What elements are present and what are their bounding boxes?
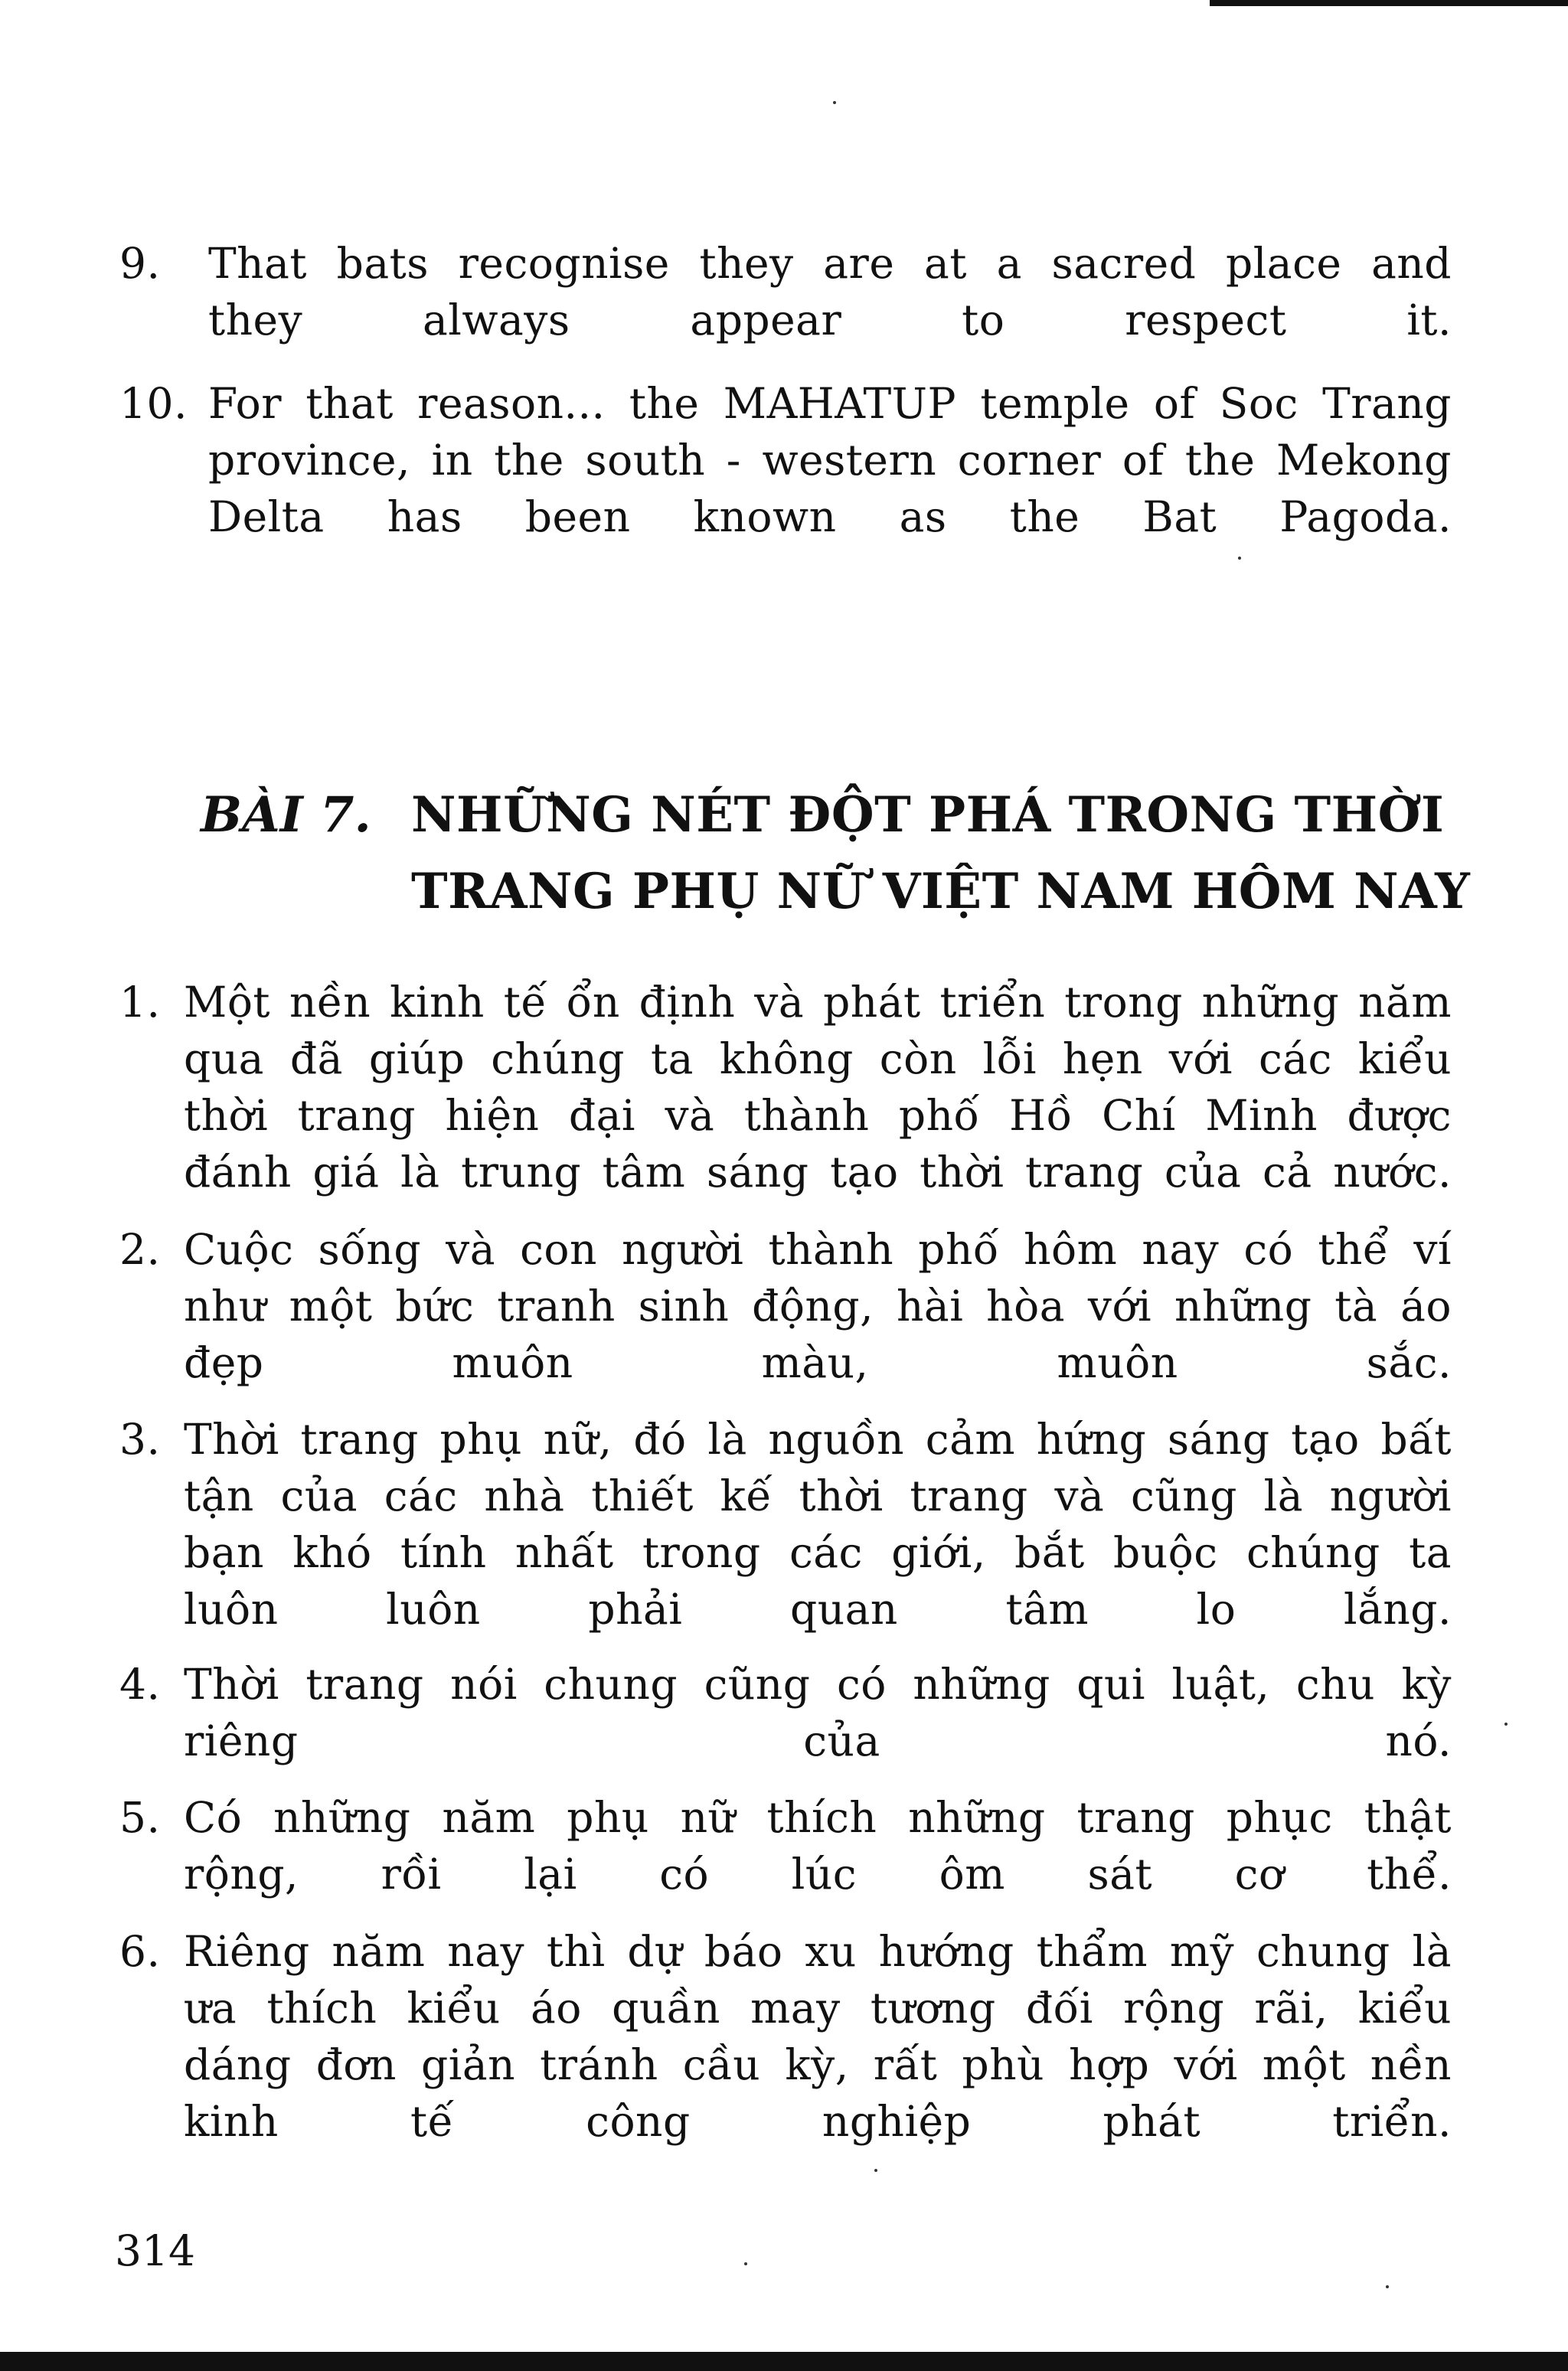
list-item-number: 5. — [119, 1793, 161, 1842]
scan-speck — [874, 2169, 877, 2172]
list-item-text: For that reason... the MAHATUP temple of Soc Trang province, in the south - western corner of the Mekong Delta has been known as the Bat Pagoda. — [208, 379, 1452, 541]
page-number: 314 — [115, 2226, 195, 2275]
list-item — [119, 375, 1452, 602]
scan-speck — [744, 2262, 747, 2265]
list-item — [119, 1923, 1452, 2206]
bottom-edge-rule — [0, 2352, 1568, 2371]
list-item — [119, 1411, 1452, 1694]
list-item-number: 6. — [119, 1927, 161, 1976]
list-item-text: That bats recognise they are at a sacred place and they always appear to respect it. — [208, 239, 1452, 345]
lesson-title-line-2: TRANG PHỤ NỮ VIỆT NAM HÔM NAY — [411, 863, 1471, 920]
list-item-number: 3. — [119, 1415, 161, 1464]
lesson-label: BÀI 7. — [201, 786, 371, 844]
list-item-number: 9. — [119, 239, 161, 288]
list-item-number: 10. — [119, 379, 188, 428]
list-item-text: Thời trang nói chung cũng có những qui luật, chu kỳ riêng của nó. — [184, 1660, 1452, 1765]
list-item-number: 2. — [119, 1225, 161, 1274]
scan-speck — [833, 101, 836, 104]
lesson-title-line-1: NHỮNG NÉT ĐỘT PHÁ TRONG THỜI — [411, 786, 1445, 844]
list-item-number: 4. — [119, 1660, 161, 1709]
scan-speck — [1504, 1723, 1508, 1726]
scan-speck — [1386, 2285, 1389, 2288]
list-item-text: Có những năm phụ nữ thích những trang phục thật rộng, rồi lại có lúc ôm sát cơ thể. — [184, 1793, 1452, 1899]
list-item-number: 1. — [119, 978, 161, 1027]
list-item-text: Cuộc sống và con người thành phố hôm nay có thể ví như một bức tranh sinh động, hài hòa với những tà áo đẹp muôn màu, muôn sắc. — [184, 1225, 1452, 1387]
list-item-text: Một nền kinh tế ổn định và phát triển trong những năm qua đã giúp chúng ta không còn lỗi hẹn với các kiểu thời trang hiện đại và thành phố Hồ Chí Minh được đánh giá là trung tâm sáng tạo thời trang của cả nước. — [184, 978, 1452, 1197]
list-item-text: Riêng năm nay thì dự báo xu hướng thẩm mỹ chung là ưa thích kiểu áo quần may tương đối rộng rãi, kiểu dáng đơn giản tránh cầu kỳ, rất phù hợp với một nền kinh tế công nghiệp phát triển. — [184, 1927, 1452, 2146]
lesson-title — [411, 777, 1471, 930]
scan-speck — [1238, 557, 1241, 560]
list-item-text: Thời trang phụ nữ, đó là nguồn cảm hứng sáng tạo bất tận của các nhà thiết kế thời trang và cũng là người bạn khó tính nhất trong các giới, bắt buộc chúng ta luôn luôn phải quan tâm lo lắng. — [184, 1415, 1452, 1634]
list-item — [119, 974, 1452, 1257]
